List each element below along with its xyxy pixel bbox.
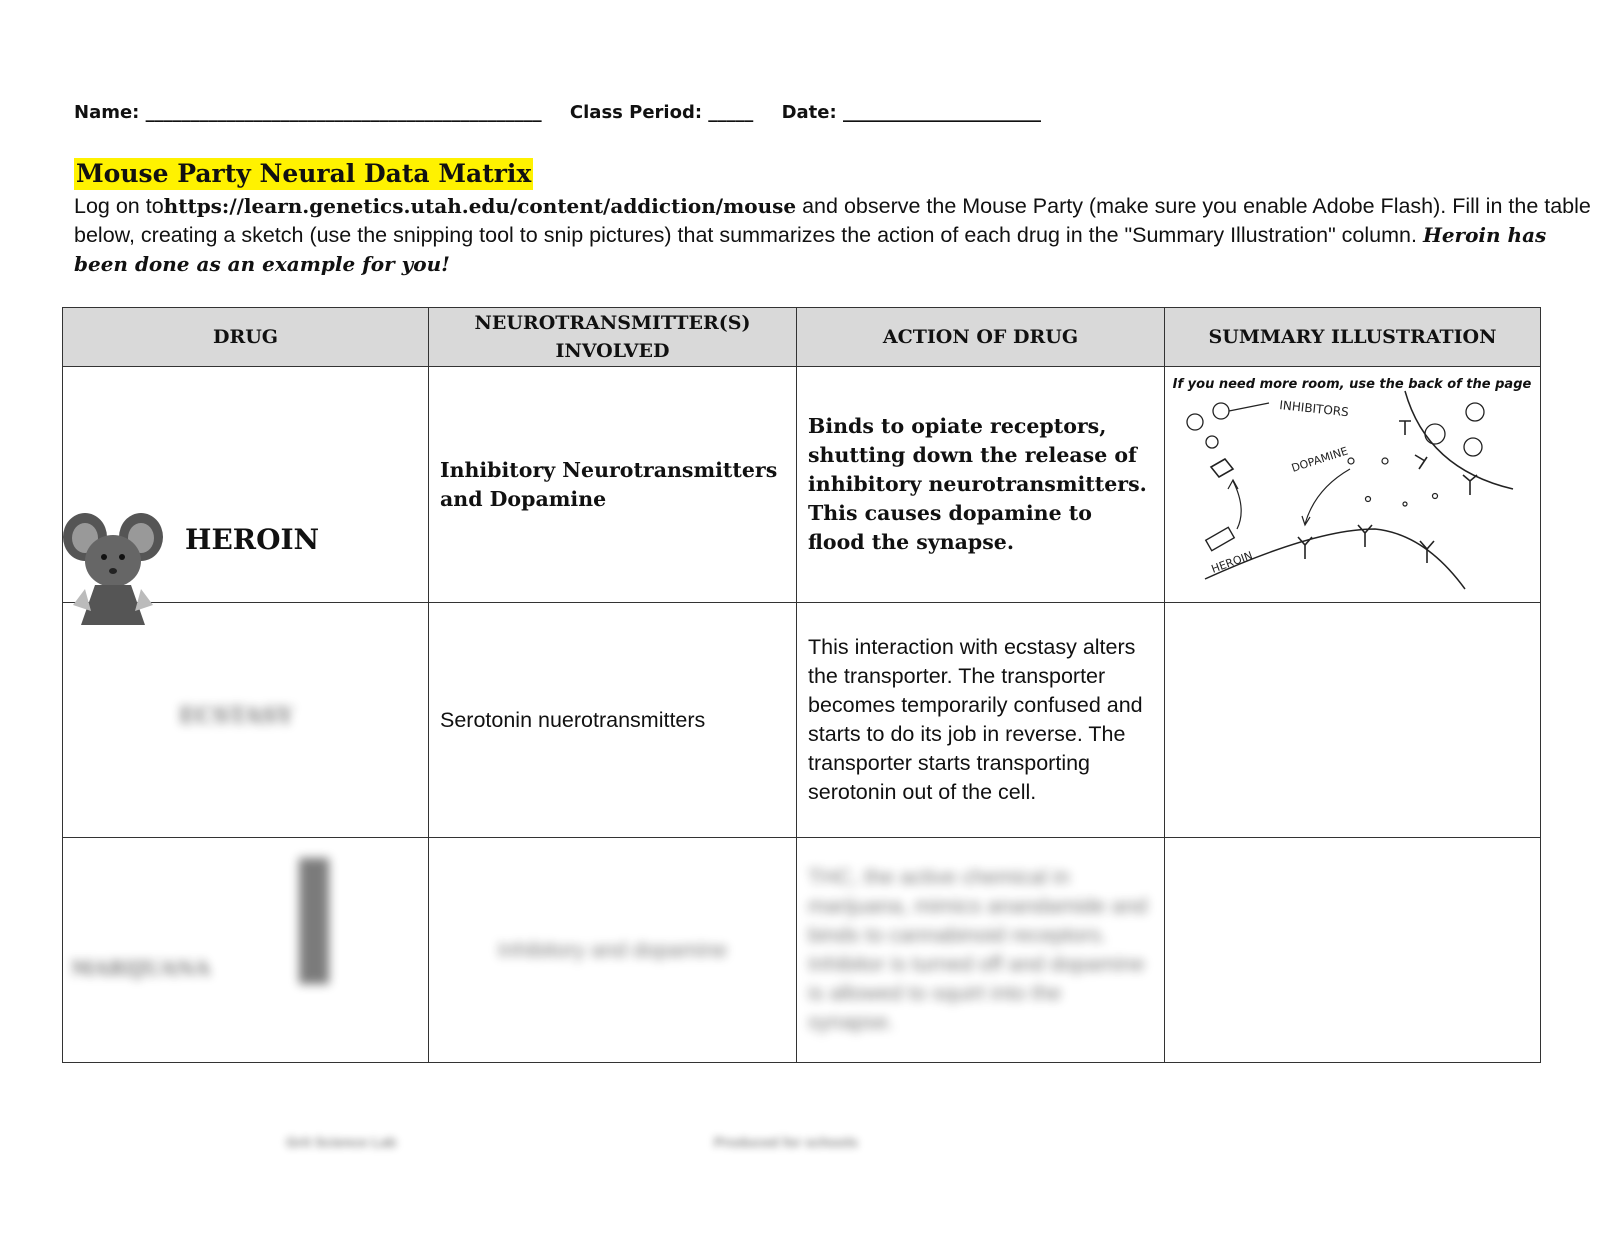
drug-cell	[63, 603, 429, 838]
action-cell: Binds to opiate receptors, shutting down the release of inhibitory neurotransmitters. This causes dopamine to flood the synapse.	[797, 367, 1165, 603]
drug-name: HEROIN	[185, 523, 320, 556]
page-footer	[230, 1130, 1380, 1156]
action-text: This interaction with ecstasy alters the transporter. The transporter becomes temporarily confused and starts to do its job in reverse. The transporter starts transporting serotonin out of the cell.	[808, 635, 1143, 804]
label-heroin: HEROIN	[1209, 548, 1255, 576]
instructions-prefix: Log on to	[74, 194, 164, 218]
table-header-row	[63, 308, 1541, 367]
drug-name: ECSTASY	[179, 703, 293, 729]
neurotransmitter-cell: Inhibitory and dopamine	[429, 838, 797, 1063]
illustration-cell	[1165, 838, 1541, 1063]
drug-cell	[63, 367, 429, 603]
illustration-cell	[1165, 603, 1541, 838]
receptor-shapes	[1211, 421, 1477, 563]
date-field-label: Date: ______________________	[781, 102, 1041, 123]
header-action: ACTION OF DRUG	[797, 308, 1165, 367]
table-row	[63, 838, 1541, 1063]
instructions-body: and observe the Mouse Party (make sure you enable Adobe Flash). Fill in the table below, creating a sketch (use the snipping tool to snip pictures) that summarizes the action of each drug in the "Summary Illustration" column.	[74, 194, 1591, 247]
dopamine-dots	[1348, 458, 1438, 506]
drug-name: MARIJUANA	[71, 956, 211, 980]
student-info-line	[74, 102, 1063, 123]
drug-cell	[63, 838, 429, 1063]
header-illustration: SUMMARY ILLUSTRATION	[1165, 308, 1541, 367]
heroin-synapse-sketch	[1165, 369, 1539, 600]
footer-left: Grit Science Lab	[286, 1134, 397, 1150]
example-note: Heroin has been done as an example for you!	[74, 223, 1547, 276]
instructions	[74, 192, 1604, 279]
name-field-label: Name: ____________________________________________	[74, 102, 542, 123]
table-row	[63, 367, 1541, 603]
label-inhibitors: INHIBITORS	[1278, 398, 1350, 420]
activity-url: https://learn.genetics.utah.edu/content/addiction/mouse	[163, 194, 797, 218]
neurotransmitter-cell: Inhibitory Neurotransmitters and Dopamine	[429, 367, 797, 603]
neural-data-matrix	[62, 307, 1541, 1063]
class-period-label: Class Period: _____	[569, 102, 754, 123]
footer-center: Produced for schools	[714, 1134, 858, 1150]
neurotransmitter-cell: Serotonin nuerotransmitters	[429, 603, 797, 838]
page-title: Mouse Party Neural Data Matrix	[76, 159, 532, 188]
table-row	[63, 603, 1541, 838]
label-dopamine: DOPAMINE	[1289, 444, 1350, 475]
action-cell: THC, the active chemical in marijuana, mimics anandamide and binds to cannabinoid receptors. Inhibitor is turned off and dopamine is allowed to squirt into the synapse.	[797, 838, 1165, 1063]
action-cell	[797, 603, 1165, 838]
header-neurotransmitter: NEUROTRANSMITTER(S) INVOLVED	[429, 308, 797, 367]
illustration-cell	[1165, 367, 1541, 603]
header-drug: DRUG	[63, 308, 429, 367]
bong-image	[299, 858, 329, 984]
illustration-caption: If you need more room, use the back of the page	[1172, 377, 1532, 392]
